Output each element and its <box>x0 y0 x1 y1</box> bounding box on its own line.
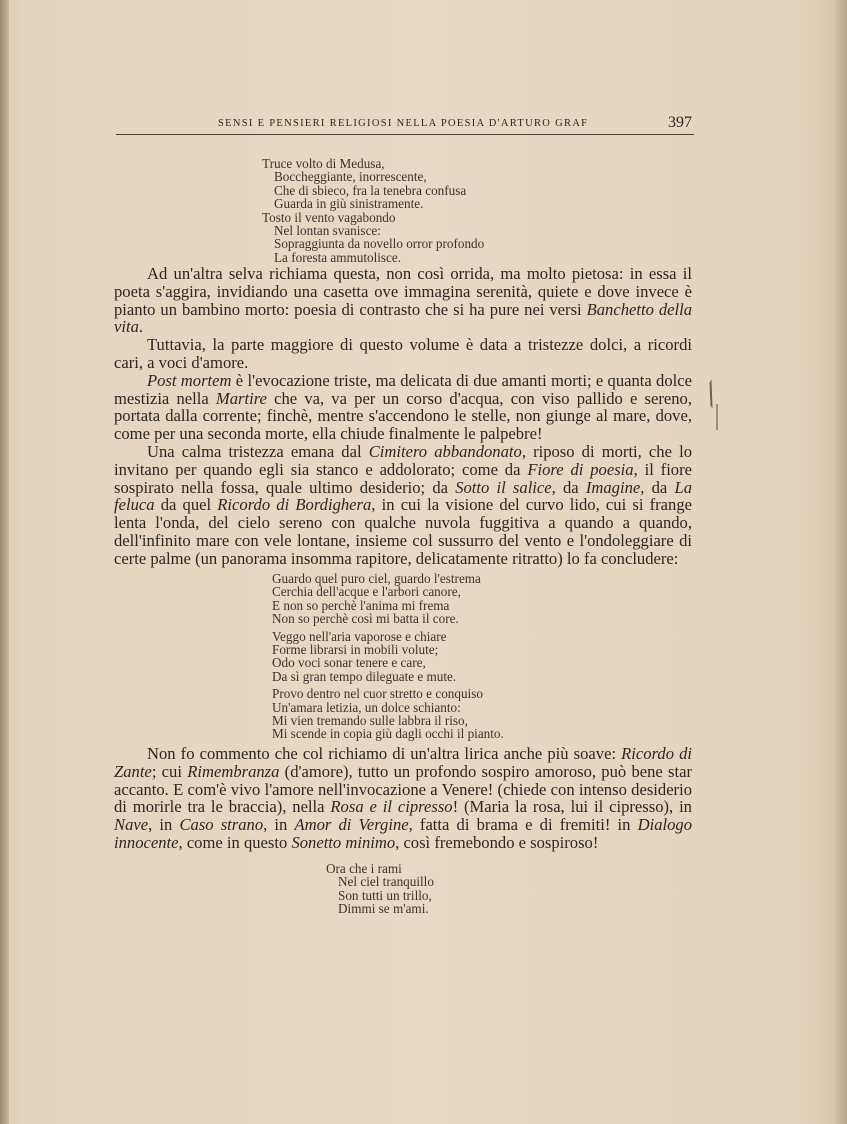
title-italic: Rimembranza <box>187 761 280 781</box>
title-italic: Ricordo di Zante <box>114 744 692 781</box>
title-italic: Sotto il salice <box>455 477 552 497</box>
prose-block-2 <box>114 745 692 852</box>
title-italic: Dialogo innocente <box>114 815 693 852</box>
verse-line: Son tutti un trillo, <box>338 887 432 903</box>
verse-line: Tosto il vento vagabondo <box>262 209 396 225</box>
title-italic: Rosa e il cipresso <box>330 797 453 817</box>
verse-line: Che di sbieco, fra la tenebra confusa <box>274 182 467 198</box>
verse-line: Odo voci sonar tenere e care, <box>272 655 426 671</box>
title-italic: Imagine <box>585 477 641 497</box>
paragraph-cimitero: Una calma tristezza emana dal Cimitero abbandonato, riposo di morti, che lo invitano per quando egli sia stanco e addolorato; come da Fiore di poesia, il fiore sospirato nella fossa, quale ultimo desiderio; da Sotto il salice, da Imagine, da La feluca da quel Ricordo di Bordighera, in cui la visione del curvo lido, cui si frange lenta l'onda, del cielo sereno con qualche nuvola fuggitiva a quando a quando, dell'infinito mare con vele lontane, insieme col sussurro del vento e l'ondoleggiare di certe palme (un panorama insomma rapitore, delicatamente ritratto) lo fa concludere: <box>114 441 693 568</box>
verse-line: Provo dentro nel cuor stretto e conquiso <box>272 686 483 702</box>
verse-line: Ora che i rami <box>326 861 402 876</box>
verse-line: Guardo quel puro ciel, guardo l'estrema <box>272 571 481 586</box>
verse-line: Dimmi se m'ami. <box>338 901 429 917</box>
title-italic: Sonetto minimo <box>291 832 396 852</box>
verse-line: Sopraggiunta da novello orror profondo <box>274 236 485 252</box>
verse-line: Forme librarsi in mobili volute; <box>272 642 439 658</box>
prose-block-1 <box>114 265 692 568</box>
paragraph-commento: Non fo commento che col richiamo di un'altra lirica anche più soave: Ricordo di Zante; cui Rimembranza (d'amore), tutto un profondo sospiro amoroso, può bene star accanto. E com'è vivo l'amore nell'invocazione a Venere! (chiede con intenso desiderio di morirle tra le braccia), nella Rosa e il cipresso! (Maria la rosa, lui il cipresso), in Nave, in Caso strano, in Amor di Vergine, fatta di brama e di fremiti! in Dialogo innocente, come in questo Sonetto minimo, così fremebondo e sospiroso! <box>114 744 693 852</box>
verse-line: La foresta ammutolisce. <box>274 249 402 265</box>
page-number: 397 <box>668 114 692 131</box>
title-italic: Fiore di poesia <box>527 459 634 479</box>
verse-line: Un'amara letizia, un dolce schianto: <box>272 699 461 715</box>
title-italic: Banchetto della vita <box>114 299 692 337</box>
verse-medusa <box>262 157 484 264</box>
verse-stanza <box>272 572 504 626</box>
pencil-margin-mark <box>707 378 721 434</box>
verse-line: Nel lontan svanisce: <box>274 223 381 239</box>
running-head: SENSI E PENSIERI RELIGIOSI NELLA POESIA D'ARTURO GRAF <box>218 118 589 129</box>
verse-line: Guarda in giù sinistramente. <box>274 196 424 212</box>
title-italic: Amor di Vergine <box>294 815 409 835</box>
title-italic: Ricordo di Bordighera <box>217 495 372 515</box>
title-italic: Cimitero abbandonato <box>368 441 522 461</box>
title-italic: Post mortem <box>147 370 232 390</box>
verse-line: Cerchia dell'acque e l'arbori canore, <box>272 584 461 600</box>
verse-line: Veggo nell'aria vaporose e chiare <box>272 628 447 644</box>
paragraph-selva: Ad un'altra selva richiama questa, non così orrida, ma molto pietosa: in essa il poeta s'aggira, invidiando una casetta ove immagina serenità, quiete e dove invece è pianto un bambino morto: poesia di contrasto che si ha pure nei versi Banchetto della vita. <box>114 264 692 337</box>
verse-line: Boccheggiante, inorrescente, <box>274 169 427 185</box>
verse-line: Nel ciel tranquillo <box>338 874 434 890</box>
verse-line: Non so perchè così mi batta il core. <box>272 611 459 627</box>
verse-sonetto-minimo <box>326 862 434 916</box>
verse-line: Truce volto di Medusa, <box>262 156 385 171</box>
paragraph-post-mortem: Post mortem è l'evocazione triste, ma delicata di due amanti morti; e quanta dolce mestizia nella Martire che va, va per un corso d'acqua, con viso pallido e sereno, portata dalla corrente; finchè, mentre s'accendono le stelle, non giunge al mare, dove, come per una seconda morte, ella chiude finalmente le palpebre! <box>114 370 692 444</box>
verse-line: Mi scende in copia giù dagli occhi il pianto. <box>272 726 504 742</box>
verse-bordighera <box>272 572 504 745</box>
verse-line: Da sì gran tempo dileguate e mute. <box>272 668 457 684</box>
page-header <box>116 114 694 135</box>
title-italic: La feluca <box>114 477 693 515</box>
verse-line: E non so perchè l'anima mi frema <box>272 597 450 613</box>
title-italic: Martire <box>215 388 267 408</box>
title-italic: Caso strano <box>179 815 264 835</box>
verse-line: Mi vien tremando sulle labbra il riso, <box>272 713 468 729</box>
title-italic: Nave <box>114 815 149 835</box>
verse-stanza <box>272 687 504 741</box>
paragraph-tuttavia: Tuttavia, la parte maggiore di questo volume è data a tristezze dolci, a ricordi cari, a voci d'amore. <box>114 335 692 372</box>
verse-stanza <box>272 630 504 684</box>
